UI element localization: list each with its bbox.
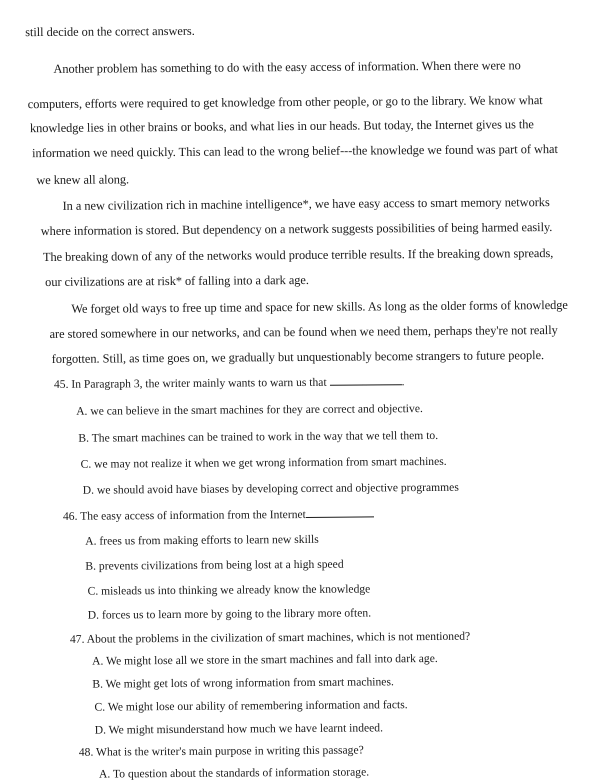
passage-line-1: still decide on the correct answers. [25, 23, 195, 40]
answer-blank [330, 374, 402, 386]
question-45-option-b: B. The smart machines can be trained to work in the way that we tell them to. [78, 428, 439, 445]
question-46-option-a: A. frees us from making efforts to learn new skills [85, 532, 319, 548]
question-47-option-b: B. We might get lots of wrong information from smart machines. [92, 675, 394, 691]
question-45-stem-tail: . [401, 375, 405, 389]
passage-line-3: computers, efforts were required to get knowledge from other people, or go to the library. We know what [27, 93, 543, 112]
passage-line-9: The breaking down of any of the networks would produce terrible results. If the breaking down spreads, [42, 246, 554, 265]
question-47-option-d: D. We might misunderstand how much we have learnt indeed. [94, 721, 384, 737]
passage-line-10: our civilizations are at risk* of falling into a dark age. [45, 272, 309, 289]
question-46-option-d: D. forces us to learn more by going to the library more often. [87, 606, 372, 622]
question-47-option-a: A. We might lose all we store in the smart machines and fall into dark age. [92, 651, 438, 668]
question-48-option-a: A. To question about the standards of information storage. [98, 765, 370, 781]
question-46-stem-text: 46. The easy access of information from the Internet [62, 507, 306, 523]
passage-line-12: are stored somewhere in our networks, and can be found when we need them, perhaps they're not really [49, 322, 558, 341]
passage-line-5: information we need quickly. This can lead to the wrong belief---the knowledge we found was part of what [32, 141, 558, 161]
question-45-stem-text: 45. In Paragraph 3, the writer mainly wants to warn us that [53, 375, 327, 391]
question-46-option-b: B. prevents civilizations from being lost at a high speed [85, 557, 344, 573]
question-45-option-c: C. we may not realize it when we get wrong information from smart machines. [80, 454, 447, 471]
question-47-stem: 47. About the problems in the civilization of smart machines, which is not mentioned? [69, 629, 471, 646]
answer-blank [306, 506, 374, 518]
question-48-stem: 48. What is the writer's main purpose in writing this passage? [78, 743, 364, 759]
question-46-stem [63, 506, 374, 523]
passage-line-4: knowledge lies in other brains or books, and what lies in our heads. But today, the Internet gives us the [29, 117, 534, 136]
question-45-stem [54, 374, 405, 392]
passage-line-8: where information is stored. But dependency on a network suggests possibilities of being harmed easily. [40, 220, 553, 239]
passage-line-13: forgotten. Still, as time goes on, we gradually but unquestionably become strangers to future people. [51, 348, 545, 366]
passage-line-6: we knew all along. [36, 172, 130, 188]
passage-line-2: Another problem has something to do with the easy access of information. When there were no [53, 58, 521, 76]
question-46-option-c: C. misleads us into thinking we already know the knowledge [87, 582, 371, 598]
passage-line-7: In a new civilization rich in machine intelligence*, we have easy access to smart memory networks [62, 195, 550, 213]
question-45-option-d: D. we should avoid have biases by developing correct and objective programmes [82, 480, 459, 497]
question-47-option-c: C. We might lose our ability of remembering information and facts. [94, 698, 408, 714]
passage-line-11: We forget old ways to free up time and space for new skills. As long as the older forms of knowledge [71, 297, 568, 316]
question-45-option-a: A. we can believe in the smart machines for they are correct and objective. [76, 402, 423, 418]
